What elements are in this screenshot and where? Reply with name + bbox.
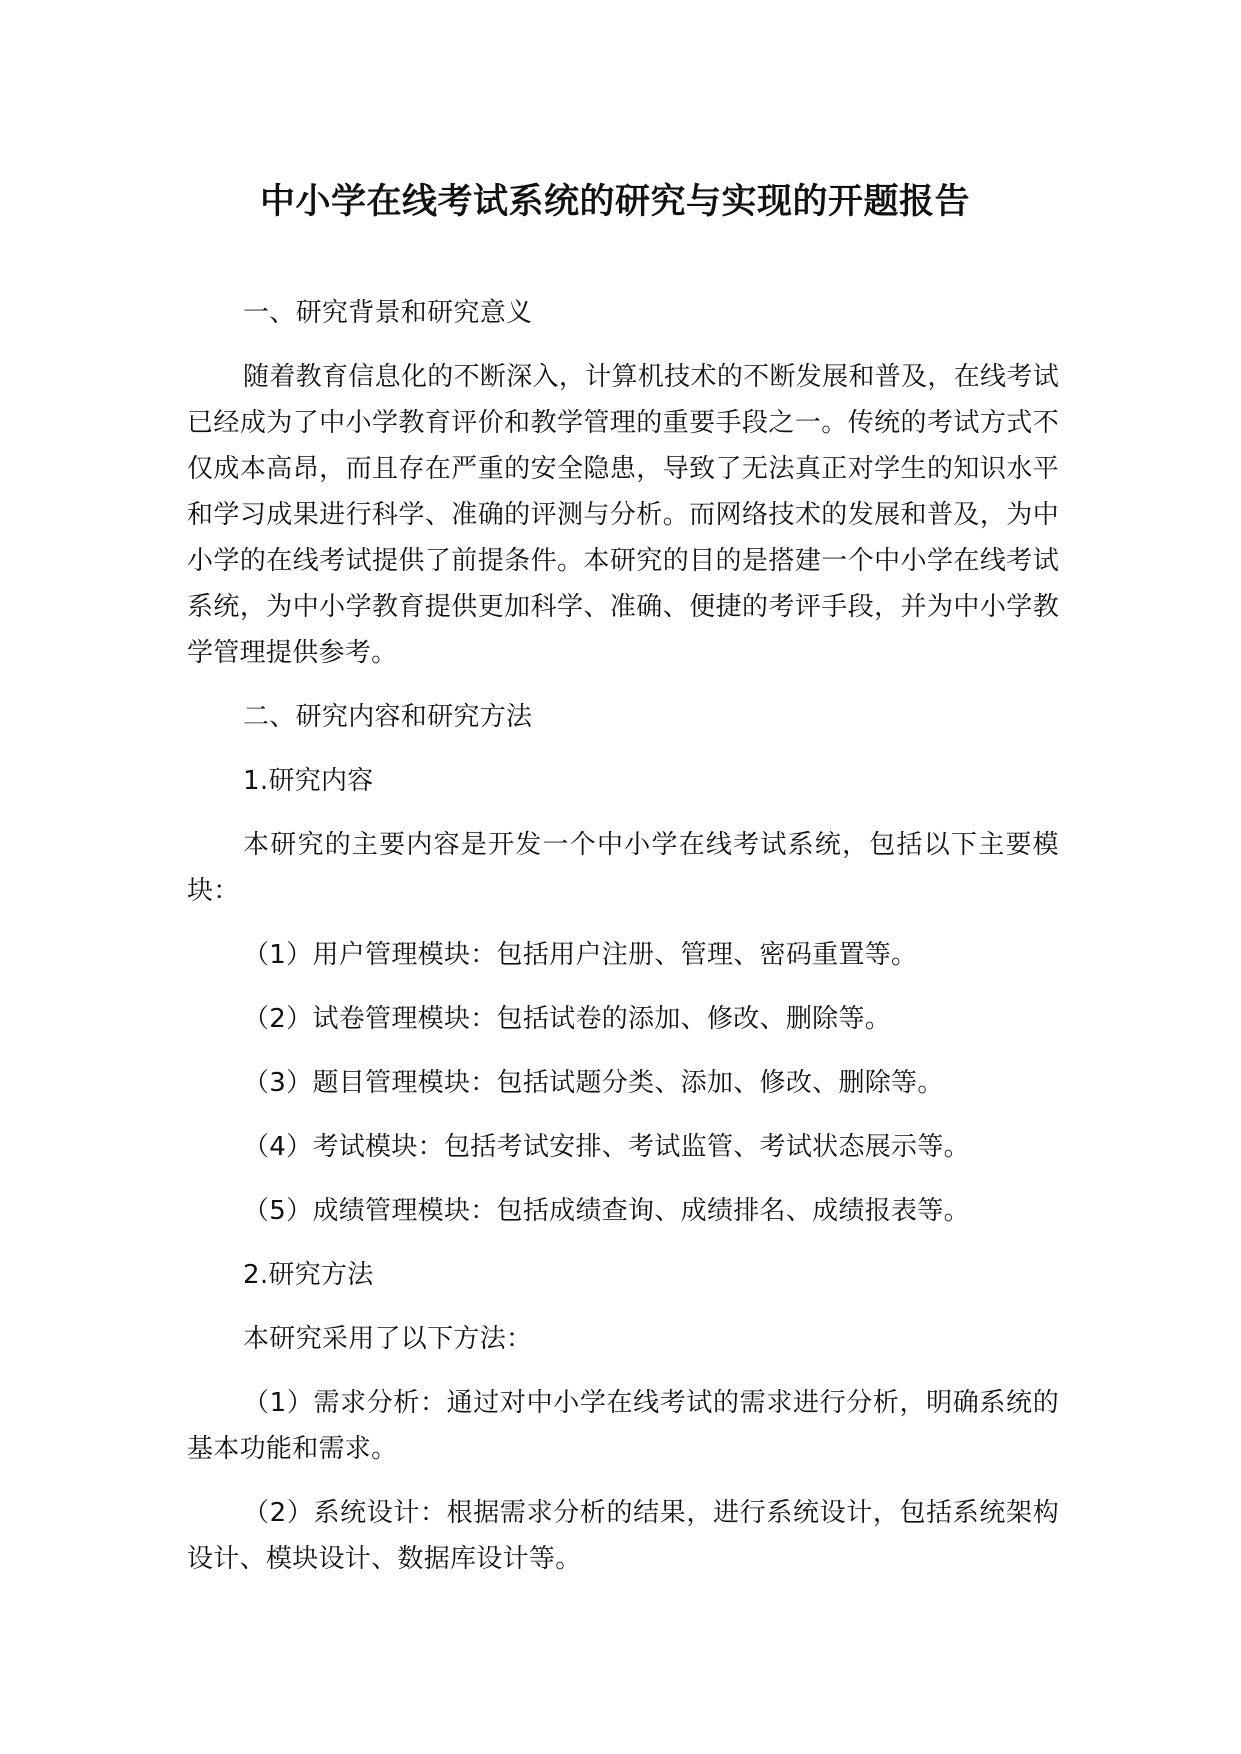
subheading-research-content: 1.研究内容 (243, 766, 374, 796)
section-heading-content-method: 二、研究内容和研究方法 (243, 702, 533, 732)
subheading-research-method: 2.研究方法 (243, 1260, 374, 1290)
document-title: 中小学在线考试系统的研究与实现的开题报告 (259, 182, 970, 222)
section-heading-background: 一、研究背景和研究意义 (243, 298, 533, 328)
list-item-score-module: （5）成绩管理模块：包括成绩查询、成绩排名、成绩报表等。 (243, 1196, 970, 1226)
list-item-paper-module: （2）试卷管理模块：包括试卷的添加、修改、删除等。 (243, 1004, 892, 1034)
list-item-user-module: （1）用户管理模块：包括用户注册、管理、密码重置等。 (243, 940, 918, 970)
list-item-exam-module: （4）考试模块：包括考试安排、考试监管、考试状态展示等。 (243, 1132, 970, 1162)
list-item-system-design: （2）系统设计：根据需求分析的结果，进行系统设计，包括系统架构设计、模块设计、数据库设计等。 (187, 1498, 1059, 1574)
list-item-requirement-analysis: （1）需求分析：通过对中小学在线考试的需求进行分析，明确系统的基本功能和需求。 (187, 1388, 1059, 1464)
paragraph-background: 随着教育信息化的不断深入，计算机技术的不断发展和普及，在线考试已经成为了中小学教育评价和教学管理的重要手段之一。传统的考试方式不仅成本高昂，而且存在严重的安全隐患，导致了无法真正对学生的知识水平和学习成果进行科学、准确的评测与分析。而网络技术的发展和普及，为中小学的在线考试提供了前提条件。本研究的目的是搭建一个中小学在线考试系统，为中小学教育提供更加科学、准确、便捷的考评手段，并为中小学教学管理提供参考。 (187, 362, 1059, 668)
paragraph-content-intro: 本研究的主要内容是开发一个中小学在线考试系统，包括以下主要模块： (187, 830, 1059, 906)
list-item-question-module: （3）题目管理模块：包括试题分类、添加、修改、删除等。 (243, 1068, 944, 1098)
paragraph-method-intro: 本研究采用了以下方法： (243, 1324, 533, 1354)
